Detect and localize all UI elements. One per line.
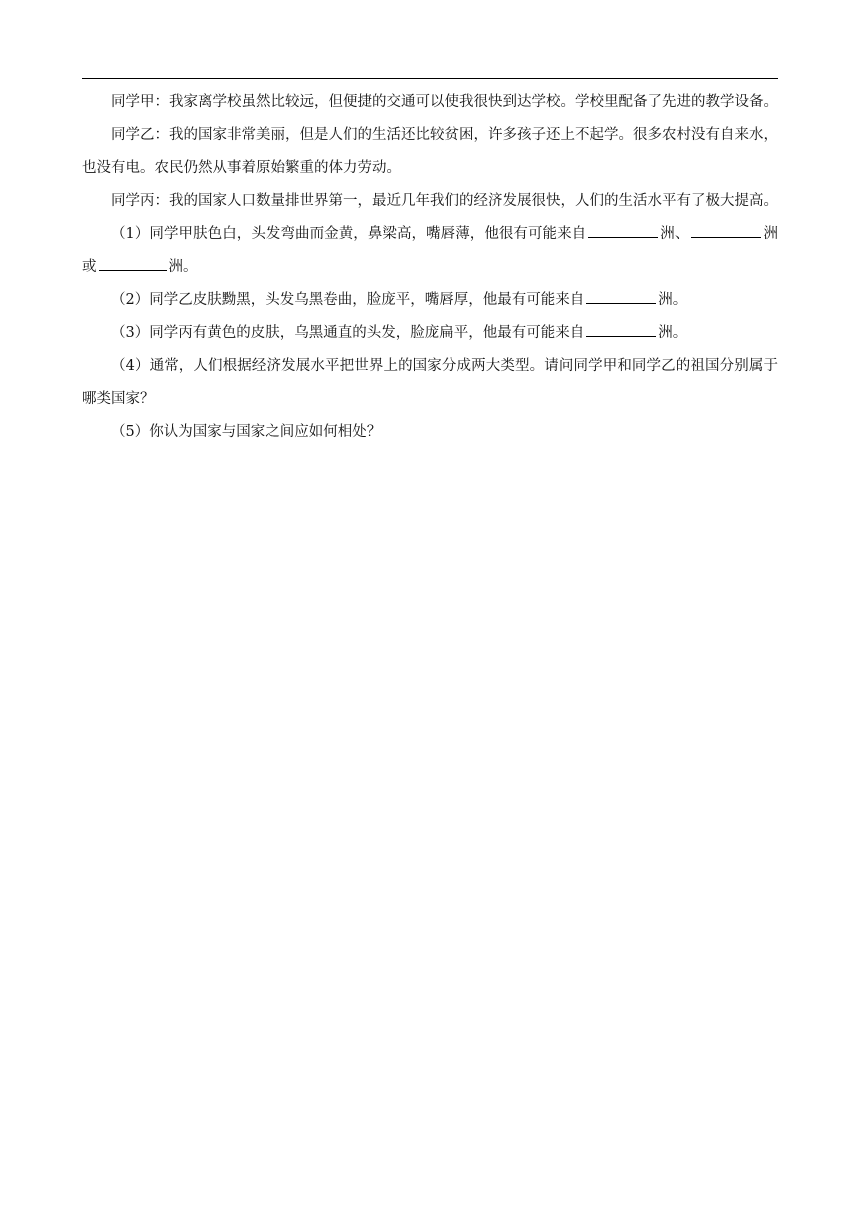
answer-blank-2[interactable]	[586, 285, 656, 304]
paragraph-student-a: 同学甲：我家离学校虽然比较远，但便捷的交通可以使我很快到达学校。学校里配备了先进的教学设备。	[111, 94, 778, 110]
paragraph-student-b: 同学乙：我的国家非常美丽，但是人们的生活还比较贫困，许多孩子还上不起学。很多农村没有自来水，也没有电。农民仍然从事着原始繁重的体力劳动。	[82, 127, 778, 176]
question-1-suffix: 洲。	[168, 259, 198, 275]
document-content	[82, 86, 778, 449]
answer-blank-1a[interactable]	[588, 219, 658, 238]
answer-blank-1b[interactable]	[691, 219, 761, 238]
answer-blank-1c[interactable]	[99, 252, 167, 271]
question-4: （4）通常，人们根据经济发展水平把世界上的国家分成两大类型。请问同学甲和同学乙的祖国分别属于哪类国家？	[82, 358, 778, 407]
question-3-suffix: 洲。	[658, 325, 688, 341]
header-rule	[82, 78, 778, 79]
question-3	[82, 317, 778, 350]
question-2-prefix: （2）同学乙皮肤黝黑，头发乌黑卷曲，脸庞平，嘴唇厚，他最有可能来自	[111, 292, 585, 308]
question-1-prefix: （1）同学甲肤色白，头发弯曲而金黄，鼻梁高，嘴唇薄，他很有可能来自	[111, 226, 587, 242]
answer-blank-3[interactable]	[586, 318, 656, 337]
paragraph-student-c: 同学丙：我的国家人口数量排世界第一，最近几年我们的经济发展很快，人们的生活水平有了极大提高。	[111, 193, 778, 209]
question-3-prefix: （3）同学丙有黄色的皮肤，乌黑通直的头发，脸庞扁平，他最有可能来自	[111, 325, 585, 341]
question-2	[82, 284, 778, 317]
question-1-mid1: 洲、	[660, 226, 690, 242]
question-1-mid2: 洲或	[82, 226, 778, 275]
question-1	[82, 218, 778, 284]
question-2-suffix: 洲。	[658, 292, 688, 308]
question-5: （5）你认为国家与国家之间应如何相处？	[111, 424, 382, 440]
